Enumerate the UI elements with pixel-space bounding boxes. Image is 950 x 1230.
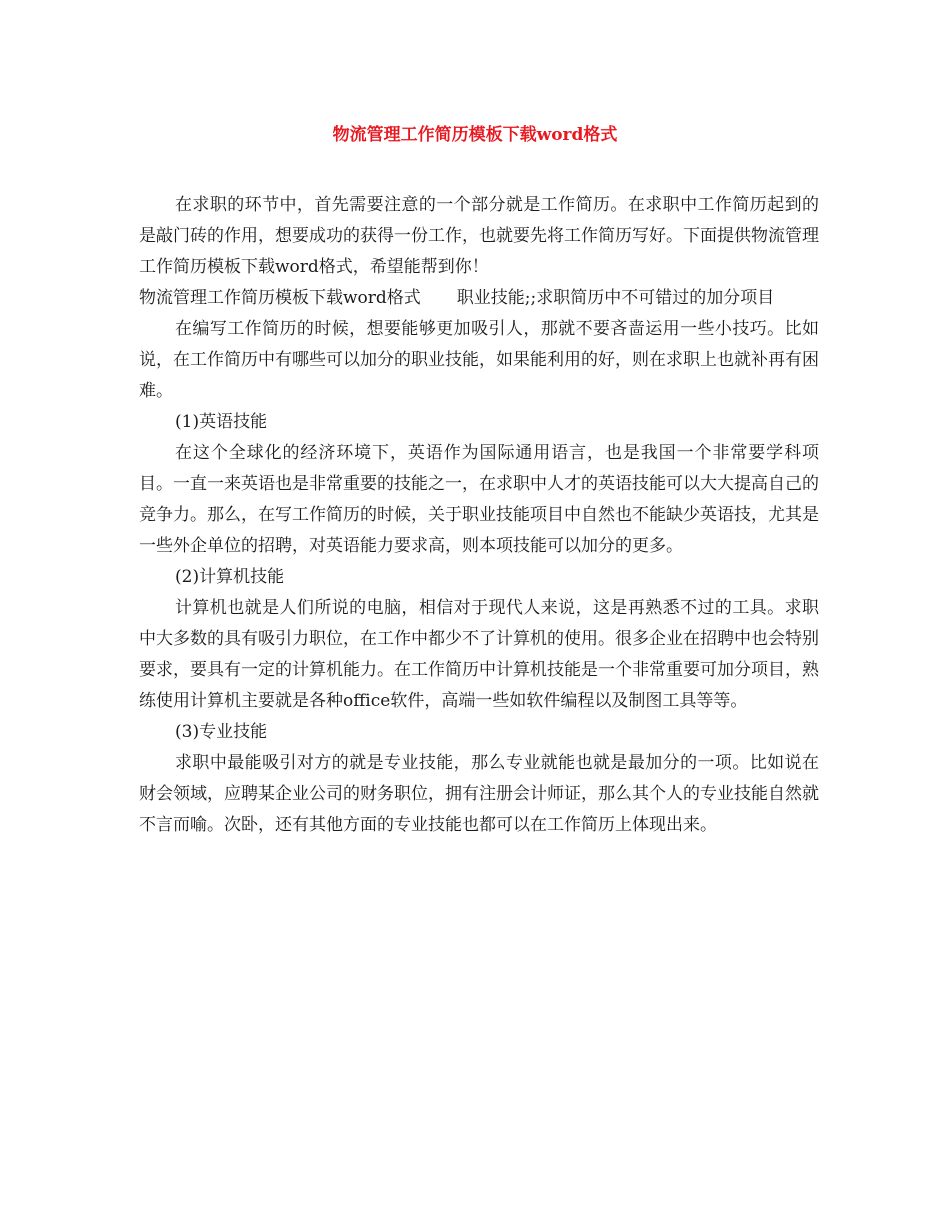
intro-paragraph: 在求职的环节中，首先需要注意的一个部分就是工作简历。在求职中工作简历起到的是敲门砖的作用，想要成功的获得一份工作，也就要先将工作简历写好。下面提供物流管理工作简历模板下载word格式，希望能帮到你！ [139,195,819,277]
section2-paragraph: 计算机也就是人们所说的电脑，相信对于现代人来说，这是再熟悉不过的工具。求职中大多数的具有吸引力职位，在工作中都少不了计算机的使用。很多企业在招聘中也会特别要求，要具有一定的计算机能力。在工作简历中计算机技能是一个非常重要可加分项目，熟练使用计算机主要就是各种office软件，高端一些如软件编程以及制图工具等等。 [139,598,819,711]
document-title: 物流管理工作简历模板下载word格式 [332,125,618,145]
section1-paragraph: 在这个全球化的经济环境下，英语作为国际通用语言，也是我国一个非常要学科项目。一直一来英语也是非常重要的技能之一，在求职中人才的英语技能可以大大提高自己的竞争力。那么，在写工作简历的时候，关于职业技能项目中自然也不能缺少英语技，尤其是一些外企单位的招聘，对英语能力要求高，则本项技能可以加分的更多。 [139,443,819,556]
subheading-left: 物流管理工作简历模板下载word格式 [139,288,421,308]
subheading-line [139,283,819,314]
document-body [139,190,819,841]
tips-paragraph: 在编写工作简历的时候，想要能够更加吸引人，那就不要吝啬运用一些小技巧。比如说，在工作简历中有哪些可以加分的职业技能，如果能利用的好，则在求职上也就补再有困难。 [139,319,819,401]
subheading-right: 职业技能;;求职简历中不可错过的加分项目 [456,288,775,308]
section1-heading: (1)英语技能 [175,412,268,432]
section3-paragraph: 求职中最能吸引对方的就是专业技能，那么专业就能也就是最加分的一项。比如说在财会领域，应聘某企业公司的财务职位，拥有注册会计师证，那么其个人的专业技能自然就不言而喻。次卧，还有其他方面的专业技能也都可以在工作简历上体现出来。 [139,753,819,835]
section2-heading: (2)计算机技能 [175,567,285,587]
section3-heading: (3)专业技能 [175,722,268,742]
